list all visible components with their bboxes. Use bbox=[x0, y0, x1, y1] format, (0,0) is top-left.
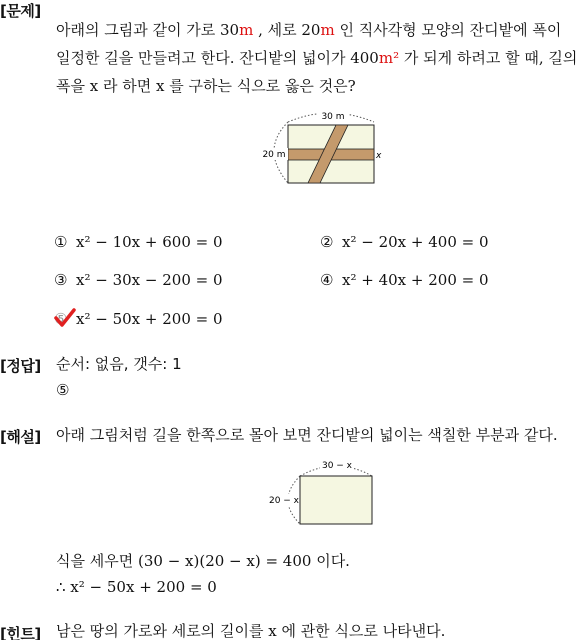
choice-3[interactable] bbox=[54, 271, 223, 289]
remaining-field-rect bbox=[300, 476, 372, 524]
problem-line-1-c: 인 직사각형 모양의 잔디밭에 폭이 bbox=[334, 21, 562, 39]
explanation-tag: [해설] bbox=[0, 428, 41, 446]
choice-3-num: ③ bbox=[54, 271, 68, 289]
problem-line-2-b: 가 되게 하려고 할 때, 길의 bbox=[399, 49, 578, 67]
choice-5-expr: x² − 50x + 200 = 0 bbox=[76, 310, 223, 328]
problem-line-1 bbox=[56, 17, 561, 43]
problem-line-3: 폭을 x 라 하면 x 를 구하는 식으로 옳은 것은? bbox=[56, 77, 356, 95]
unit-m-2: m bbox=[320, 21, 335, 39]
choice-3-expr: x² − 30x − 200 = 0 bbox=[76, 271, 223, 289]
problem-line-2 bbox=[56, 45, 577, 71]
correct-check-icon bbox=[54, 308, 76, 328]
figure1-left-label: 20 m bbox=[262, 150, 286, 160]
answer-line-1: 순서: 없음, 갯수: 1 bbox=[56, 355, 182, 373]
choice-4-num: ④ bbox=[320, 271, 334, 289]
choice-2-num: ② bbox=[320, 233, 334, 251]
choice-5[interactable] bbox=[54, 310, 223, 328]
figure-remaining-field bbox=[268, 456, 378, 528]
problem-line-1-b: , 세로 20 bbox=[253, 21, 321, 39]
problem-line-2-a: 일정한 길을 만들려고 한다. 잔디밭의 넓이가 400 bbox=[56, 49, 379, 67]
choice-1-num: ① bbox=[54, 233, 68, 251]
figure2-top-label: 30 − x bbox=[321, 461, 353, 471]
answer-tag: [정답] bbox=[0, 357, 41, 375]
choice-1-expr: x² − 10x + 600 = 0 bbox=[76, 233, 223, 251]
choice-5-num: ⑤ bbox=[54, 310, 68, 328]
choice-2[interactable] bbox=[320, 233, 489, 251]
explanation-line-1: 아래 그림처럼 길을 한쪽으로 몰아 보면 잔디밭의 넓이는 색칠한 부분과 같다. bbox=[56, 426, 558, 444]
figure1-top-label: 30 m bbox=[321, 112, 345, 122]
choice-4[interactable] bbox=[320, 271, 489, 289]
unit-m2: m² bbox=[378, 49, 400, 67]
figure1-right-label: x bbox=[376, 151, 382, 161]
choice-1[interactable] bbox=[54, 233, 223, 251]
problem-tag: [문제] bbox=[0, 2, 41, 20]
figure2-left-label: 20 − x bbox=[268, 496, 300, 506]
unit-m-1: m bbox=[239, 21, 254, 39]
figure-field-with-roads bbox=[258, 108, 388, 190]
choice-4-expr: x² + 40x + 200 = 0 bbox=[342, 271, 489, 289]
explanation-line-2: 식을 세우면 (30 − x)(20 − x) = 400 이다. bbox=[56, 552, 350, 570]
answer-line-2: ⑤ bbox=[56, 381, 70, 399]
problem-line-1-a: 아래의 그림과 같이 가로 30 bbox=[56, 21, 240, 39]
hint-tag: [힌트] bbox=[0, 625, 41, 640]
explanation-line-3: ∴ x² − 50x + 200 = 0 bbox=[56, 578, 217, 596]
hint-line-1: 남은 땅의 가로와 세로의 길이를 x 에 관한 식으로 나타낸다. bbox=[56, 622, 446, 640]
choice-2-expr: x² − 20x + 400 = 0 bbox=[342, 233, 489, 251]
